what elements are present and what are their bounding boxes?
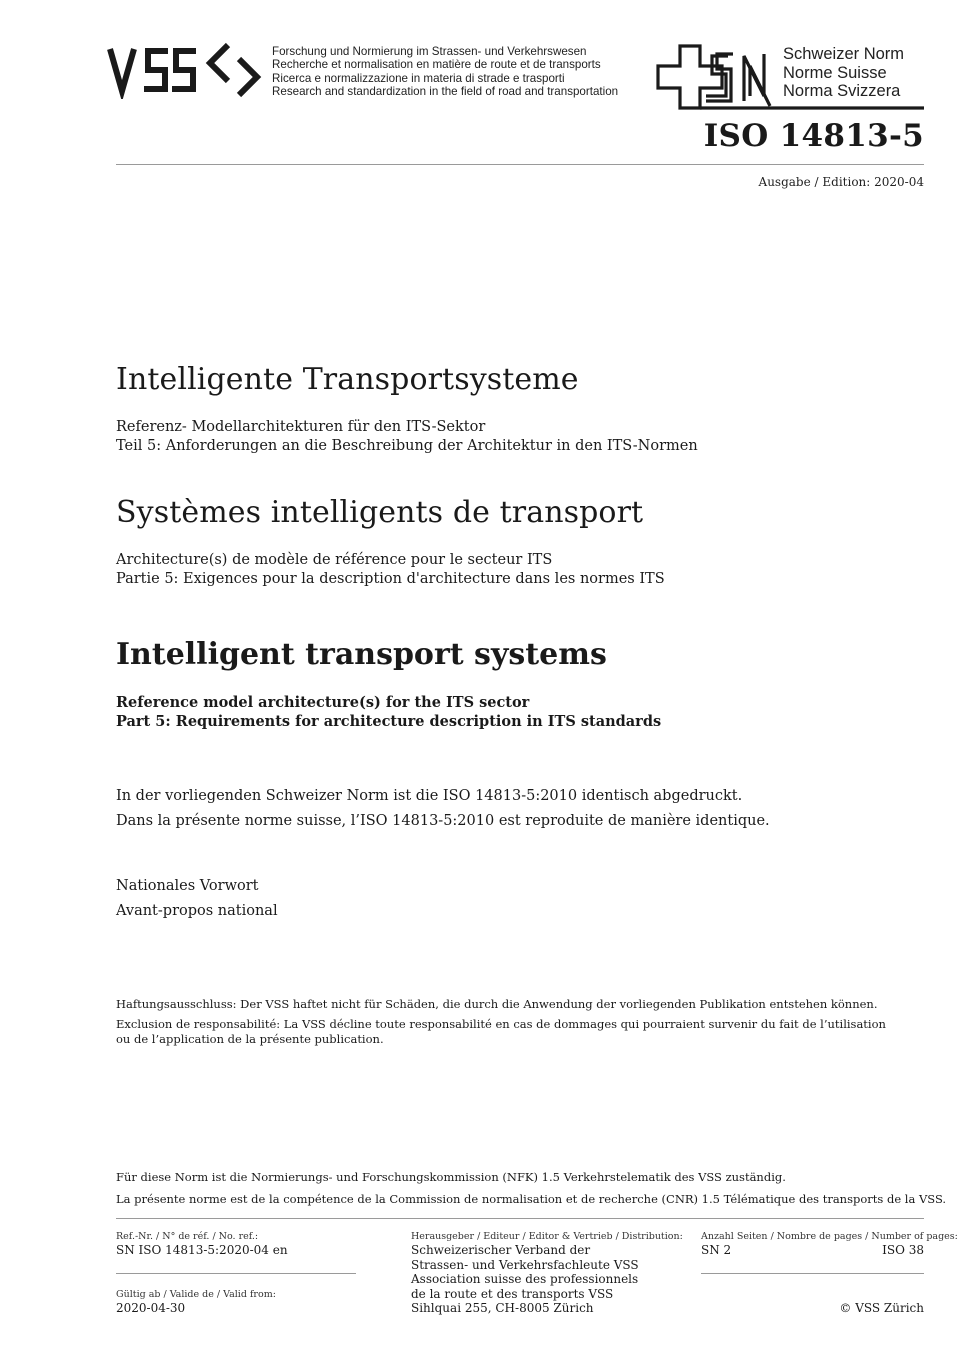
vss-tagline: [272, 45, 618, 99]
competence-fr: La présente norme est de la compétence de la Commission de normalisation et de recherche (CNR) 1.5 Télématique des transports de la VSS.: [116, 1192, 947, 1206]
identity-statement: [116, 784, 770, 834]
publisher-line: de la route et des transports VSS: [411, 1286, 614, 1301]
sn-designation: [783, 45, 904, 101]
publisher-line: Association suisse des professionnels: [411, 1272, 639, 1286]
edition-date: Ausgabe / Edition: 2020-04: [758, 175, 924, 189]
subtitle-en: [116, 694, 661, 731]
subtitle-fr-line: Partie 5: Exigences pour la description d'architecture dans les normes ITS: [116, 570, 665, 587]
publisher-address: [411, 1243, 639, 1316]
disclaimer-fr-cont: ou de l’application de la présente publication.: [116, 1032, 384, 1046]
national-foreword: [116, 874, 278, 924]
pages-label: Anzahl Seiten / Nombre de pages / Number of pages:: [701, 1231, 958, 1242]
ref-label: Ref.-Nr. / N° de réf. / No. ref.:: [116, 1231, 259, 1242]
subtitle-de-line: Referenz- Modellarchitekturen für den ITS-Sektor: [116, 419, 486, 435]
publisher-label: Herausgeber / Editeur / Editor & Vertrieb / Distribution:: [411, 1231, 683, 1242]
subtitle-en-line: Reference model architecture(s) for the ITS sector: [116, 694, 530, 711]
title-en: Intelligent transport systems: [116, 637, 607, 672]
pages-iso: ISO 38: [882, 1243, 924, 1257]
foreword-fr: Avant-propos national: [116, 903, 278, 919]
ref-divider: [116, 1273, 356, 1274]
vss-tagline-it: Ricerca e normalizzazione in materia di strade e trasporti: [272, 71, 565, 85]
pages-divider: [701, 1273, 924, 1274]
subtitle-de-line: Teil 5: Anforderungen an die Beschreibung der Architektur in den ITS-Normen: [116, 437, 698, 454]
header-divider: [116, 164, 924, 165]
subtitle-en-line: Part 5: Requirements for architecture description in ITS standards: [116, 712, 662, 730]
competence-de: Für diese Norm ist die Normierungs- und Forschungskommission (NFK) 1.5 Verkehrstelematik des VSS zuständig.: [116, 1170, 786, 1184]
title-fr: Systèmes intelligents de transport: [116, 495, 644, 530]
disclaimer-fr: Exclusion de responsabilité: La VSS décline toute responsabilité en cas de dommages qui pourraient survenir du fait de l’utilisation: [116, 1017, 886, 1031]
identity-fr: Dans la présente norme suisse, l’ISO 14813-5:2010 est reproduite de manière identique.: [116, 813, 770, 829]
publisher-line: Strassen- und Verkehrsfachleute VSS: [411, 1257, 639, 1272]
disclaimer-de: Haftungsausschluss: Der VSS haftet nicht für Schäden, die durch die Anwendung der vorliegenden Publikation entstehen können.: [116, 997, 878, 1011]
disclaimer: [116, 997, 886, 1047]
pages-sn: SN 2: [701, 1243, 732, 1257]
valid-label: Gültig ab / Valide de / Valid from:: [116, 1289, 276, 1300]
ref-value: SN ISO 14813-5:2020-04 en: [116, 1243, 288, 1257]
document-number: ISO 14813-5: [703, 118, 924, 154]
vss-tagline-de: Forschung und Normierung im Strassen- und Verkehrswesen: [272, 45, 587, 58]
subtitle-fr-line: Architecture(s) de modèle de référence pour le secteur ITS: [116, 552, 553, 568]
sn-word-de: Schweizer Norm: [783, 45, 905, 63]
sn-word-fr: Norme Suisse: [783, 63, 887, 82]
sn-word-it: Norma Svizzera: [783, 82, 901, 101]
copyright: © VSS Zürich: [839, 1301, 924, 1315]
publisher-line: Schweizerischer Verband der: [411, 1243, 591, 1257]
subtitle-de: [116, 418, 698, 455]
title-de: Intelligente Transportsysteme: [116, 362, 579, 397]
foreword-de: Nationales Vorwort: [116, 878, 259, 894]
identity-de: In der vorliegenden Schweizer Norm ist die ISO 14813-5:2010 identisch abgedruckt.: [116, 788, 743, 804]
valid-value: 2020-04-30: [116, 1301, 186, 1315]
vss-tagline-fr: Recherche et normalisation en matière de route et de transports: [272, 58, 601, 72]
vss-logo: [106, 41, 266, 99]
publisher-line: Sihlquai 255, CH-8005 Zürich: [411, 1301, 594, 1315]
subtitle-fr: [116, 551, 665, 588]
footer-divider: [116, 1218, 924, 1219]
competence: [116, 1170, 946, 1207]
vss-tagline-en: Research and standardization in the field of road and transportation: [272, 85, 619, 99]
